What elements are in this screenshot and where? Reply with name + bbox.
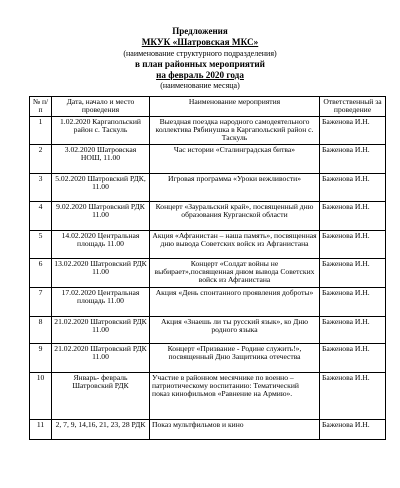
plan-title: в план районных мероприятий — [135, 59, 265, 69]
row-responsible: Баженова И.Н. — [320, 201, 386, 230]
table-row — [30, 258, 386, 287]
row-responsible: Баженова И.Н. — [320, 343, 386, 372]
row-event: Концерт «Зауральский край», посвященный дню образования Курганской области — [150, 201, 320, 230]
row-number: 11 — [30, 419, 52, 439]
col-header-date: Дата, начало и место проведения — [52, 97, 150, 117]
row-date-place: Январь- февраль Шатровский РДК — [52, 372, 150, 419]
row-event: Акция «Афганистан – наша память», посвященная дню вывода Советских войск из Афганистана — [150, 230, 320, 258]
row-number: 9 — [30, 343, 52, 372]
row-event: Концерт «Солдат войны не выбирает»,посвященная днюм вывода Советских войск из Афганистана — [150, 258, 320, 287]
row-date-place: 1.02.2020 Каргапольский район с. Таскуль — [52, 116, 150, 144]
plan-month: на февраль 2020 года — [156, 70, 244, 80]
table-row — [30, 173, 386, 201]
table-row — [30, 201, 386, 230]
row-event: Выездная поездка народного самодеятельного коллектива Рябинушка в Каргапольский район с. Таскуль — [150, 116, 320, 144]
row-responsible: Баженова И.Н. — [320, 230, 386, 258]
row-responsible: Баженова И.Н. — [320, 173, 386, 201]
table-row — [30, 419, 386, 439]
row-responsible: Баженова И.Н. — [320, 258, 386, 287]
row-date-place: 21.02.2020 Шатровский РДК 11.00 — [52, 343, 150, 372]
doc-title: Предложения — [172, 26, 228, 36]
row-event: Участие в районном месячнике по военно – патриотическому воспитанию: Тематический показ кинофильмов «Равнение на Армию». — [150, 372, 320, 419]
row-responsible: Баженова И.Н. — [320, 372, 386, 419]
table-row — [30, 343, 386, 372]
row-date-place: 17.02.2020 Центральная площадь 11.00 — [52, 287, 150, 316]
row-number: 6 — [30, 258, 52, 287]
org-caption: (наименование структурного подразделения) — [123, 49, 277, 58]
row-number: 5 — [30, 230, 52, 258]
row-number: 10 — [30, 372, 52, 419]
row-event: Акция «Знаешь ли ты русский язык», ко Дню родного языка — [150, 316, 320, 343]
row-event: Час истории «Сталинградская битва» — [150, 144, 320, 173]
table-row — [30, 287, 386, 316]
table-row — [30, 116, 386, 144]
row-number: 3 — [30, 173, 52, 201]
row-date-place: 14.02.2020 Центральная площадь 11.00 — [52, 230, 150, 258]
row-responsible: Баженова И.Н. — [320, 287, 386, 316]
row-date-place: 13.02.2020 Шатровский РДК 11.00 — [52, 258, 150, 287]
row-event: Показ мультфильмов и кино — [150, 419, 320, 439]
row-number: 7 — [30, 287, 52, 316]
col-header-number: № п/п — [30, 97, 52, 117]
row-number: 4 — [30, 201, 52, 230]
row-event: Акция «День спонтанного проявления доброты» — [150, 287, 320, 316]
table-row — [30, 144, 386, 173]
row-date-place: 9.02.2020 Шатровский РДК 11.00 — [52, 201, 150, 230]
col-header-responsible: Ответственный за проведение — [320, 97, 386, 117]
table-header-row — [30, 97, 386, 117]
row-date-place: 2, 7, 9, 14,16, 21, 23, 28 РДК — [52, 419, 150, 439]
org-name: МКУК «Шатровская МКС» — [141, 37, 259, 47]
month-caption: (наименование месяца) — [160, 81, 240, 90]
row-responsible: Баженова И.Н. — [320, 116, 386, 144]
row-date-place: 21.02.2020 Шатровский РДК 11.00 — [52, 316, 150, 343]
events-table — [29, 96, 386, 440]
row-number: 8 — [30, 316, 52, 343]
row-responsible: Баженова И.Н. — [320, 144, 386, 173]
row-number: 2 — [30, 144, 52, 173]
table-row — [30, 372, 386, 419]
table-row — [30, 316, 386, 343]
row-number: 1 — [30, 116, 52, 144]
row-responsible: Баженова И.Н. — [320, 419, 386, 439]
col-header-event: Наименование мероприятия — [150, 97, 320, 117]
table-row — [30, 230, 386, 258]
row-event: Концерт «Призвание - Родине служить!», посвященный Дню Защитника отечества — [150, 343, 320, 372]
row-date-place: 3.02.2020 Шатровская НОШ, 11.00 — [52, 144, 150, 173]
row-event: Игровая программа «Уроки вежливости» — [150, 173, 320, 201]
row-date-place: 5.02.2020 Шатровский РДК, 11.00 — [52, 173, 150, 201]
row-responsible: Баженова И.Н. — [320, 316, 386, 343]
